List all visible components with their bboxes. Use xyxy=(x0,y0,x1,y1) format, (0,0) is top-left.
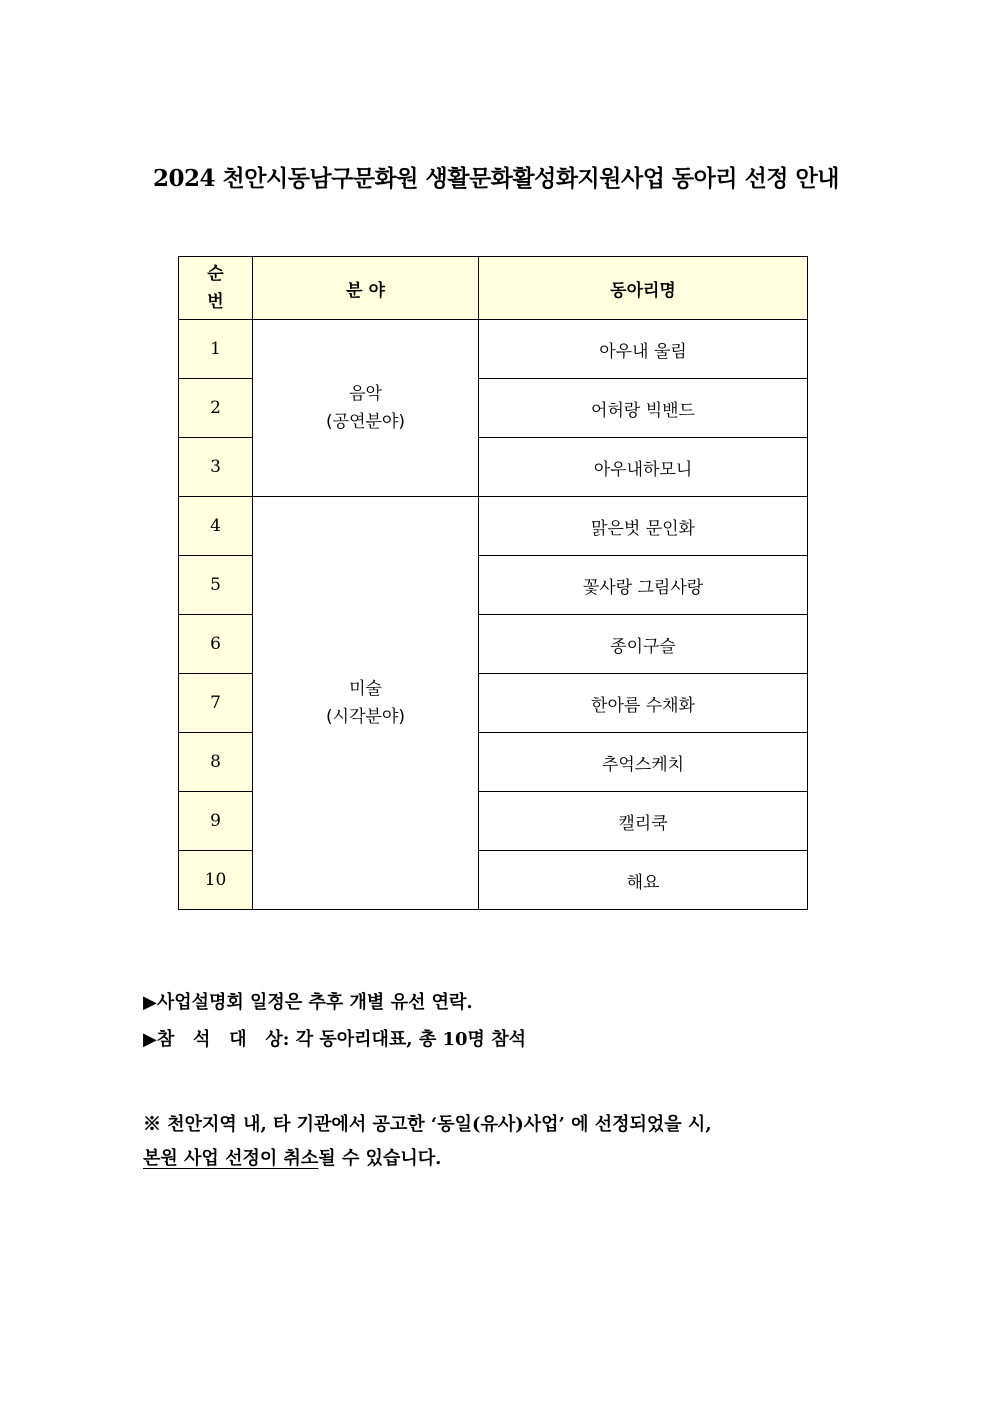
warning-underlined-text: 본원 사업 선정이 취소 xyxy=(143,1148,319,1169)
row-number: 2 xyxy=(179,379,253,438)
header-number-char: 번 xyxy=(207,292,224,312)
row-number: 3 xyxy=(179,438,253,497)
field-group-art xyxy=(253,497,479,910)
note-briefing-schedule: ▶사업설명회 일정은 추후 개별 유선 연락. xyxy=(143,992,473,1013)
field-subname: (시각분야) xyxy=(326,707,405,727)
club-name: 해요 xyxy=(479,851,808,910)
club-name: 추억스케치 xyxy=(479,733,808,792)
table-row xyxy=(179,497,808,556)
club-name: 아우내 울림 xyxy=(479,320,808,379)
club-name: 아우내하모니 xyxy=(479,438,808,497)
field-subname: (공연분야) xyxy=(326,412,405,432)
club-name: 어허랑 빅밴드 xyxy=(479,379,808,438)
header-number xyxy=(179,257,253,320)
page-title: 2024 천안시동남구문화원 생활문화활성화지원사업 동아리 선정 안내 xyxy=(153,165,839,192)
row-number: 9 xyxy=(179,792,253,851)
header-number-char: 순 xyxy=(207,264,224,284)
club-name: 한아름 수채화 xyxy=(479,674,808,733)
table-row xyxy=(179,320,808,379)
field-name: 음악 xyxy=(349,384,382,404)
header-club-name: 동아리명 xyxy=(479,257,808,320)
note-attendees: ▶참 석 대 상: 각 동아리대표, 총 10명 참석 xyxy=(143,1029,526,1050)
row-number: 4 xyxy=(179,497,253,556)
warning-section xyxy=(143,1108,843,1176)
club-name: 캘리쿡 xyxy=(479,792,808,851)
row-number: 10 xyxy=(179,851,253,910)
club-name: 꽃사랑 그림사랑 xyxy=(479,556,808,615)
field-group-music xyxy=(253,320,479,497)
row-number: 5 xyxy=(179,556,253,615)
notes-section xyxy=(143,988,526,1062)
row-number: 6 xyxy=(179,615,253,674)
club-name: 종이구슬 xyxy=(479,615,808,674)
table-header-row xyxy=(179,257,808,320)
club-selection-table xyxy=(178,256,808,910)
row-number: 8 xyxy=(179,733,253,792)
row-number: 7 xyxy=(179,674,253,733)
row-number: 1 xyxy=(179,320,253,379)
warning-rest-text: 될 수 있습니다. xyxy=(318,1148,442,1169)
field-name: 미술 xyxy=(349,679,382,699)
club-name: 맑은벗 문인화 xyxy=(479,497,808,556)
header-field: 분 야 xyxy=(253,257,479,320)
warning-line-2 xyxy=(143,1142,843,1176)
warning-line-1: ※ 천안지역 내, 타 기관에서 공고한 ‘동일(유사)사업’ 에 선정되었을 시, xyxy=(143,1114,712,1135)
header-number-label xyxy=(179,260,252,316)
